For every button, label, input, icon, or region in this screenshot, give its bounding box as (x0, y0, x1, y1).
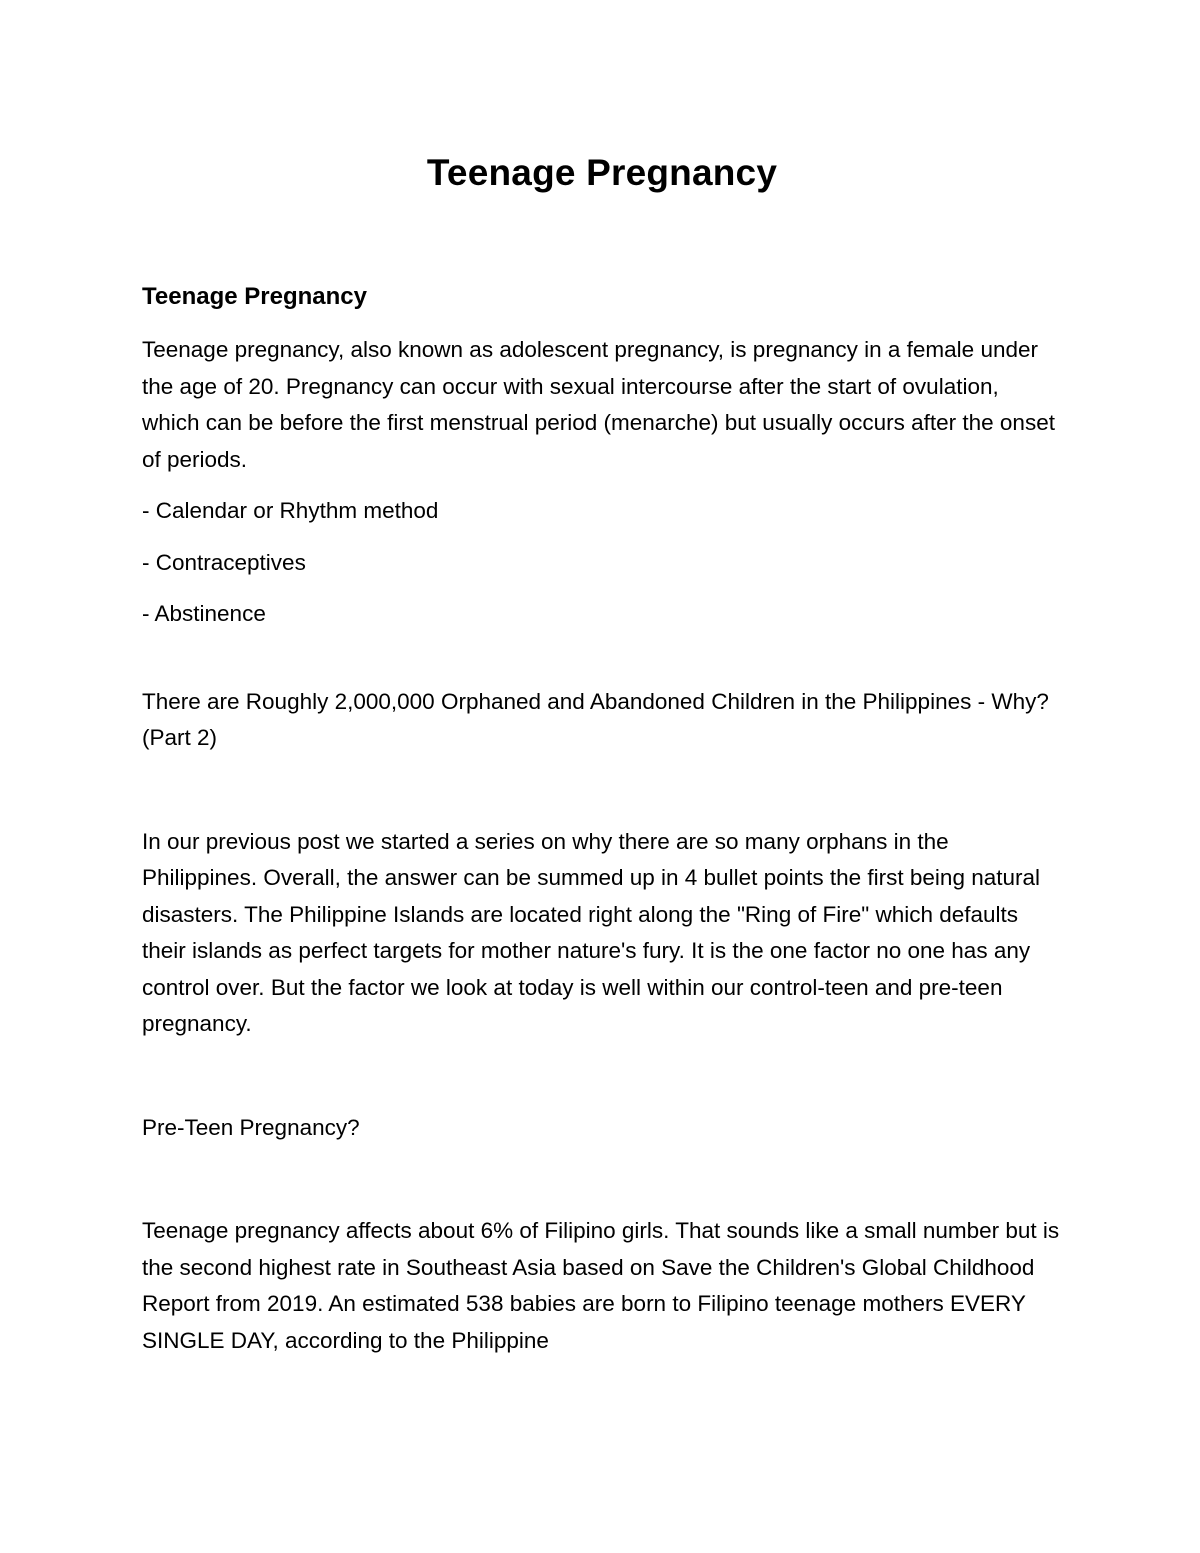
preteen-heading: Pre-Teen Pregnancy? (142, 1114, 360, 1140)
intro-paragraph: Teenage pregnancy, also known as adolescent pregnancy, is pregnancy in a female under the age of 20. Pregnancy can occur with sexual intercourse after the start of ovulation, which can be before the first menstrual period (menarche) but usually occurs after the onset of periods. (142, 337, 1055, 472)
document-body (142, 150, 1062, 1359)
previous-post-paragraph: In our previous post we started a series on why there are so many orphans in the Philippines. Overall, the answer can be summed up in 4 bullet points the first being natural disasters. The Philippine Islands are located right along the "Ring of Fire" which defaults their islands as perfect targets for mother nature's fury. It is the one factor no one has any control over. But the factor we look at today is well within our control-teen and pre-teen pregnancy. (142, 828, 1041, 1036)
method-item-contraceptives: - Contraceptives (142, 549, 306, 575)
orphans-heading: There are Roughly 2,000,000 Orphaned and Abandoned Children in the Philippines - Why? (Part 2) (142, 688, 1049, 750)
method-item-calendar: - Calendar or Rhythm method (142, 498, 439, 523)
teen-stats-paragraph: Teenage pregnancy affects about 6% of Filipino girls. That sounds like a small number but is the second highest rate in Southeast Asia based on Save the Children's Global Childhood Report from 2019. An estimated 538 babies are born to Filipino teenage mothers EVERY SINGLE DAY, according to the Philippine (142, 1218, 1060, 1353)
document-title: Teenage Pregnancy (426, 152, 778, 193)
method-item-abstinence: - Abstinence (142, 601, 266, 626)
section-heading: Teenage Pregnancy (142, 283, 367, 310)
